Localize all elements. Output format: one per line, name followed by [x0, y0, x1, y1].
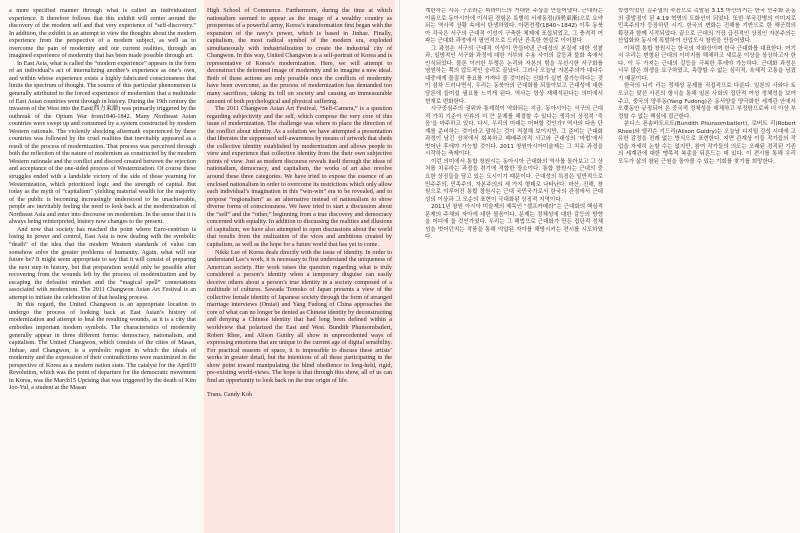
korean-column-2	[618, 8, 796, 528]
korean-column-1	[425, 8, 603, 528]
paragraph: High School of Commerce. Furthermore, during the time at which nationalism seemed to appear as the image of a wealthy country as prosperous of a powerful army, Korea’s transformation first began with the expansion of the navy’s power, which is based in Jinhae. Finally, capitalism, the most radical symbol of the modern era, exploded simultaneously with industrialization to create the industrial city of Changwon. In this way, United Changwon is a self-portrait of Korea and is representative of Korea’s modernization. Here, we will attempt to deconstruct the deformed image of modernity and to imagine a new ideal. Both of these actions are only possible once the conflicts of modernity have been overcome, as the process of modernization has demanded too many sacrifices, taking its toll on society and causing an immeasurable amount of both psychological and physical suffering.	[207, 8, 392, 105]
paragraph: In East Asia, what is called the “modern experience” appears in the form of an individual’s act of internalizing another’s experience as one’s own, and within whose experience exists a highly fabricated consciousness that limits the spectrum of thought. The source of this particular phenomenon is generally attributed to the forced experience of modernism that a multitude of East Asian countries went through in history. During the 19th century the invasion of the West into the East(西力東漸) was primarily triggered by the outbreak of the Opium War from1840-1842. Many Northeast Asian countries were swept up and consumed by a system constructed by modern Western rationale. The violently shocking aftermath experienced by these countries was followed by the cruel realities that inevitably appeared as a result of the process of modernization. That process was perceived through both the reflection of the nature of modernism as constructed by the modern Western rationale and the conflict and discord created between the rejection and acceptance of the one-sided process of Westernization. Of course these struggles ended with a landslide victory of the side of those yearning for Westernization, which prioritized logic and the strength of capital. But today as the myth of “capitalism” yielding material wealth for the majority of the public is becoming increasingly understood to be unachievable, people are inevitably feeling the need to look back at the modernization of Northeast Asia and enter into discourse on modernism. In the sense that it is always being reinterpreted, history now changes to the present.	[9, 60, 196, 226]
paragraph: 분디스 폰솜바트르트(Bundith Phunsombatlert), 로버트 리(Robert Rhee)와 앨리슨 기드리(Alison Guidry)는 오늘날 디지털 감성 시대에 고유한 감정을 전례 없는 방식으로 표현한다. 지면 관계상 이들 작가들의 작업을 자세히 논할 수는 없지만, 참여 작가들의 의도는 오래된 경직된 기존의 세계관에 대한 맹목적 복종을 뒤흔드는 데 있다. 이 전시를 통해 우리 모두가 삶의 참된 근원을 돌아볼 수 있는 기회를 찾기를 희망한다.	[618, 121, 796, 165]
paragraph: 이런 의미에서 통합 창원시는 동아시아 근대화의 역사를 돌아보고 그 상처를 치유하는 과정을 겪기에 적합한 장소이다. 통합 창원시는 근대의 중요한 상징들을 담고 있는 도시이기 때문이다. 근대성의 특징은 일반적으로 민주주의, 민족주의, 자본주의의 세 가지 형태로 나타난다. 마산, 진해, 창원으로 이루어진 통합 창원시는 근대 국민국가로서 한국의 관점에서 근대성의 이상과 그 모순의 표현이 극대화된 상징적 지역이다.	[425, 158, 603, 203]
paragraph: Nikki Lee of Korea deals directly with the issue of identity. In order to understand Lee’s work, it is necessary to first understand the uniqueness of American society. Her work raises the question regarding what is truly considered a person’s identity when a temporary disguise can easily deceive others about a person’s true identity in a society composed of a multitude of cultures. Sawada Tomoko of Japan presents a view of the collective female identity of Japanese society through the form of arranged marriage interviews (Omiai) and Yang Fudong of China approaches the core of what can no longer be denied as Chinese identity by deconstructing and denying a Chinese identity that had long been defined within a worldview that polarized the East and West. Bundith Phunsombatlert, Robert Rhee, and Alison Guidry all show in unprecedented ways of expressing emotions that are unique to the current age of digital sensibility. For practical reasons of space, it is impossible to discuss these artists’ works in greater detail, but the intentions of all these participating in the show point toward manipulating the blind obedience to long-held, rigid, pre-existing world-views. The hope is that through this show, all of us can find an opportunity to look back on the true origin of life.	[207, 249, 392, 384]
paragraph: 사구중심주의 권위와 통제력이 약화되는 지금, 동아시아는 서구의 근대적 가치 기준이 인류의 더 큰 문제를 해결할 수 있다는 생각의 상징적 ‘죽음’을 마주하고 있다. 다시, 우리의 미래는 어떠할 것인가? 역사의 다음 단계를 준비하는 것이라고 말하는 것이 적절해 보이지만, 그 준비는 근대화 과정이 남긴 상처에서 회복하고 패배주의적 사고와 근대성의 ‘마법’에서 벗어난 후에야 가능할 것이다. 2011 창원아시아미술제는 그 치유 과정을 시작하는 축제이다.	[425, 106, 603, 158]
paragraph: 그 과정은 서구의 근대적 이성이 만들어낸 근대성의 본질에 대한 성찰과, 일방적인 서구화 과정에 대한 거부와 수용 사이의 갈등과 불화 속에서 인식되었다. 물론 이러한 투쟁은 논리와 자본의 힘을 우선시한 서구화를 염원하는 쪽의 압도적인 승리로 끝났다. 그러나 오늘날 자본주의가 대다수 대중에게 물질적 풍요를 가져다 줄 것이라는 신화가 실현 불가능하다는 것이 점차 드러나면서, 우리는 동북아의 근대화를 되돌아보고 근대성에 대한 담론에 들어설 필요를 느끼게 된다. 역사는 항상 재해석된다는 의미에서 현재로 변화한다.	[425, 45, 603, 105]
paragraph: 계한하는 사유 구조라는 피라미드의 거대한 주상을 만들어냈다. 근대라는 이름으로 동아시아에 이식된 경험은 특별히 서세동점(西勢東漸)으로 요약되는 역사적 상황 속에서 탄생하였다. 아편전쟁(1840~1842) 이후 동북아 각국은 서구의 근대적 이성이 구축한 체제에 포섭되었고, 그 충격적 여파는 근대화 과정에서 필연적으로 드러난 잔혹한 현실로 이어졌다.	[425, 8, 603, 45]
paragraph: 한국의 니키 리는 정체성 문제를 직접적으로 다룬다. 일본의 사와다 토모코는 맞선 사진의 형식을 통해 일본 사회의 집단적 여성 정체성을 보여주고, 중국의 양푸동(Yang Fudong)은 동서양을 양극화한 세계관 안에서 오랫동안 규정되어 온 중국적 정체성을 해체하고 부정함으로써 더 이상 부정할 수 없는 핵심에 접근한다.	[618, 83, 796, 120]
paragraph: 학생이었던 김주열의 죽음으로 촉발된 3.15 마산의거는 한국 민주화 운동의 출발점이 된 4.19 혁명의 도화선이 되었다. 또한 부국강병의 이미지로 민족주의가 등장하던 시기, 한국의 변화는 진해를 기반으로 한 해군력의 확장과 함께 시작되었다. 끝으로 근대의 가장 급진적인 상징인 자본주의는 산업화와 동시에 폭발하여 산업도시 창원을 만들어냈다.	[618, 8, 796, 45]
paragraph: 이처럼 통합 창원시는 한국의 자화상이며 한국 근대화를 대표한다. 여기서 우리는 변형된 근대의 이미지를 해체하고 새로운 이상을 상상하고자 한다. 이 두 가지는 근대의 갈등을 극복한 후에야 가능하다. 근대화 과정은 너무 많은 희생을 요구하였고, 측량할 수 없는 심리적, 육체적 고통을 남겼기 때문이다.	[618, 45, 796, 82]
paragraph: a more specified manner through what is called an individualized experience. It therefore follows that this exhibit will center around the discovery of the modern self and that very experience of “self-discovery.” In addition, the exhibit is an attempt to view the thoughts about the modern experience from the perspective of a modern subject, as well as to overcome the pain of modernity and our current realities, through an imagined experience of modernity that has been made possible through art.	[9, 8, 196, 60]
english-column-2	[204, 0, 395, 533]
paragraph: And now that society has reached the point where Euro-centrism is losing its power and control, East Asia is now dealing with the symbolic “death” of the idea that the modern Western standards of value can somehow solve the greater problems of humanity. Again, what will our future be? It might seem appropriate to say that it will consist of preparing the next step in history, but that preparation would only be possible after recovering from the wounds left by the process of modernization and by escaping the defeatist mindset and the “magical spell” connotations associated with modernism. The 2011 Changwon Asian Art Festival is an attempt to initiate the celebration of that healing process.	[9, 226, 196, 301]
english-column-1	[9, 8, 196, 528]
paragraph: In this regard, the United Changwon is an appropriate location to undergo the process of looking back at East Asian’s history of modernization and attempt to heal the resulting wounds, as it is a city that embodies important modern symbols. The characteristics of modernity generally appear in three different forms: democracy, nationalism, and capitalism. The United Changwon, which consists of the cities of Masan, Jinhae, and Changwon, is a symbolic region in which the ideals of modernity and the expression of their contradictions were maximized in the perspective of Korea as a modern nation state. The catalyst for the April19 Revolution, which was the point of departure for the democratic movement in Korea, was the March15 Uprising that was triggered by the death of Kim Joo-Yul, a student at the Masan	[9, 302, 196, 392]
paragraph: 2011년 창원 아시아 미술제의 제목인 “셀프카메라”는 근대화의 핵심적 문제의 주체와 자아에 대한 물음이다. 문제는 정체성에 대한 갈등의 방향을 어디에 둘 것인가였다. 우리는 그 해법으로 근대화가 만든 집단적 정체성을 벗어던지는 작품을 통해 억압된 자아를 해방시키는 전시를 시도하였다.	[425, 204, 603, 241]
translator-credit: Trans. Candy Koh	[207, 392, 252, 399]
paragraph: The 2011 Changwon Asian Art Festival, “Self-Camera,” is a question regarding subjectivity and the self, which compose the very core of this issue of modernization. The challenge was where to place the direction of the conflict about identity. As a solution we have attempted a presentation that liberates the suppressed self-awareness by means of artwork that sheds the collective identity established by modernization and allows people to view and experience that collective identity from the their own subjective points of view. Just as modern discourse reveals itself through the ideas of nationalism, democracy, and capitalism, the works of art also revolve around these three categories. We have tried to expose the essence of an enclosed nationalism in order to overcome its restrictions which only allow each individual’s imagination in this “win-win” era to be revealed, and to propose “regionalism” as an alternative instead of nationalism to show diverse forms of consciousness. We have tried to start a discussion about the “self” and the “other,” beginning from a true discovery and democracy concerned with equality. In addition to discussing the realities and illusions of capitalism, we have also attempted to open discussions about the world that results from the realization of the vices and ambitious created by capitalism, as well as the hope for a future world that has yet to come.	[207, 106, 392, 248]
